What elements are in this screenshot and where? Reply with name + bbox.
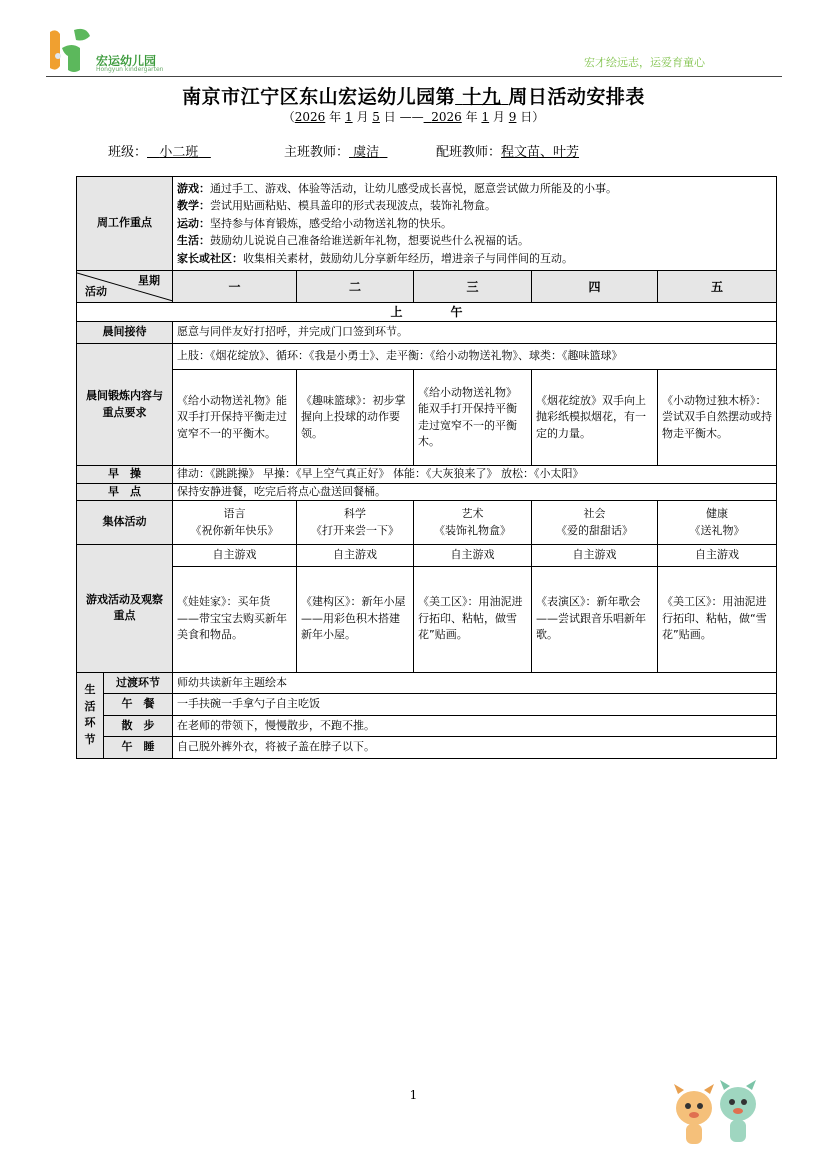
focus-item: 生活：鼓励幼儿说说自己准备给谁送新年礼物，想要说些什么祝福的话。 — [177, 234, 529, 248]
logo-subtext: Hongyun kindergarten — [96, 66, 164, 73]
life-transition-content: 师幼共读新年主题绘本 — [173, 672, 777, 694]
weekly-focus-label: 周工作重点 — [77, 177, 173, 271]
game-mode-friday: 自主游戏 — [658, 545, 777, 567]
life-nap-label: 午 睡 — [104, 737, 173, 759]
focus-item: 教学：尝试用贴画粘贴、模具盖印的形式表现波点，装饰礼物盒。 — [177, 199, 496, 213]
exercise-friday: 《小动物过独木桥》：尝试双手自然摆动或持物走平衡木。 — [658, 370, 777, 466]
page-header — [0, 0, 827, 80]
weekday-corner-cell — [77, 271, 173, 303]
morning-section-label: 上 午 — [77, 303, 777, 322]
weekday-tuesday: 二 — [297, 271, 414, 303]
exercise-monday: 《给小动物送礼物》能双手打开保持平衡走过宽窄不一的平衡木。 — [173, 370, 297, 466]
start-month: 1 — [344, 110, 353, 124]
exercise-summary: 上肢：《烟花绽放》、循环：《我是小勇士》、走平衡：《给小动物送礼物》、球类：《趣味篮球》 — [173, 344, 777, 370]
group-activity-friday: 健康 《送礼物》 — [658, 501, 777, 545]
lead-teacher-value: 虞洁 — [353, 145, 380, 160]
group-activity-label: 集体活动 — [77, 501, 173, 545]
game-activity-label: 游戏活动及观察重点 — [77, 545, 173, 673]
assistant-teacher-value: 程文苗、叶芳 — [501, 145, 580, 160]
exercise-tuesday: 《趣味篮球》：初步掌握向上投球的动作要领。 — [297, 370, 414, 466]
lead-teacher-info: 主班教师： 虞洁 — [284, 141, 387, 160]
end-year: 2026 — [431, 110, 462, 124]
life-row — [77, 672, 777, 694]
life-transition-label: 过渡环节 — [104, 672, 173, 694]
snack-row — [77, 483, 777, 501]
title-week-number: 十九 — [462, 86, 502, 108]
schedule-table — [76, 176, 777, 759]
morning-drill-content: 律动：《跳跳操》 早操：《早上空气真正好》 体能：《大灰狼来了》 放松：《小太阳》 — [173, 466, 777, 484]
life-lunch-content: 一手扶碗一手拿勺子自主吃饭 — [173, 694, 777, 716]
start-year: 2026 — [294, 110, 326, 124]
end-month: 1 — [481, 110, 490, 124]
logo-text: 宏运幼儿园 — [96, 54, 157, 68]
date-range: （2026 年 1 月 5 日 —— 2026 年 1 月 9 日） — [282, 110, 545, 124]
morning-drill-row — [77, 466, 777, 484]
page-number: 1 — [409, 1088, 418, 1102]
exercise-thursday: 《烟花绽放》双手向上抛彩纸模拟烟花，有一定的力量。 — [532, 370, 658, 466]
title-suffix: 周日活动安排表 — [508, 86, 645, 108]
class-value: 小二班 — [159, 145, 199, 160]
morning-section-row — [77, 303, 777, 322]
group-activity-row — [77, 501, 777, 545]
assistant-teacher-info: 配班教师：程文苗、叶芳 — [436, 145, 580, 160]
weekly-focus-row — [77, 177, 777, 271]
weekly-focus-content — [173, 177, 777, 271]
exercise-days-row — [77, 370, 777, 466]
game-focus-friday: 《美工区》：用油泥进行拓印、粘帖，做“雪花”贴画。 — [658, 566, 777, 672]
start-day: 5 — [372, 110, 380, 124]
title-prefix: 南京市江宁区东山宏运幼儿园第 — [182, 86, 456, 108]
game-focus-monday: 《娃娃家》：买年货——带宝宝去购买新年美食和物品。 — [173, 566, 297, 672]
game-focus-row — [77, 566, 777, 672]
life-row — [77, 715, 777, 737]
focus-item: 游戏：通过手工、游戏、体验等活动，让幼儿感受成长喜悦，愿意尝试做力所能及的小事。 — [177, 181, 617, 195]
snack-label: 早 点 — [77, 483, 173, 501]
page-title — [0, 82, 827, 109]
focus-item: 家长或社区：收集相关素材，鼓励幼儿分享新年经历，增进亲子与同伴间的互动。 — [177, 251, 573, 265]
group-activity-thursday: 社会 《爱的甜甜话》 — [532, 501, 658, 545]
game-focus-wednesday: 《美工区》：用油泥进行拓印、粘帖，做雪花”贴画。 — [414, 566, 532, 672]
weekday-thursday: 四 — [532, 271, 658, 303]
corner-activity-label: 活动 — [85, 284, 107, 298]
life-lunch-label: 午 餐 — [104, 694, 173, 716]
corner-week-label: 星期 — [138, 274, 160, 287]
class-info: 班级： 小二班 — [108, 141, 211, 160]
weekday-monday: 一 — [173, 271, 297, 303]
group-activity-tuesday: 科学 《打开来尝一下》 — [297, 501, 414, 545]
slogan: 宏才绘远志，运爱育童心 — [584, 56, 705, 69]
game-mode-thursday: 自主游戏 — [532, 545, 658, 567]
morning-drill-label: 早 操 — [77, 466, 173, 484]
end-day: 9 — [508, 110, 517, 124]
mascot-illustration — [668, 1078, 768, 1150]
focus-item: 运动：坚持参与体育锻炼，感受给小动物送礼物的快乐。 — [177, 216, 452, 230]
game-mode-row — [77, 545, 777, 567]
reception-label: 晨间接待 — [77, 322, 173, 344]
game-mode-wednesday: 自主游戏 — [414, 545, 532, 567]
life-walk-label: 散 步 — [104, 715, 173, 737]
reception-content: 愿意与同伴友好打招呼，并完成门口签到环节。 — [173, 322, 777, 344]
weekday-header-row — [77, 271, 777, 303]
group-activity-wednesday: 艺术 《装饰礼物盒》 — [414, 501, 532, 545]
snack-content: 保持安静进餐，吃完后将点心盘送回餐桶。 — [173, 483, 777, 501]
life-row — [77, 694, 777, 716]
group-activity-monday: 语言 《祝你新年快乐》 — [173, 501, 297, 545]
weekday-friday: 五 — [658, 271, 777, 303]
game-mode-tuesday: 自主游戏 — [297, 545, 414, 567]
life-walk-content: 在老师的带领下，慢慢散步，不跑不推。 — [173, 715, 777, 737]
game-focus-thursday: 《表演区》：新年歌会——尝试跟音乐唱新年歌。 — [532, 566, 658, 672]
reception-row — [77, 322, 777, 344]
weekday-wednesday: 三 — [414, 271, 532, 303]
exercise-summary-row — [77, 344, 777, 370]
game-mode-monday: 自主游戏 — [173, 545, 297, 567]
header-divider — [46, 76, 782, 77]
life-section-label: 生 活 环 节 — [77, 672, 104, 758]
game-focus-tuesday: 《建构区》：新年小屋——用彩色积木搭建新年小屋。 — [297, 566, 414, 672]
life-row — [77, 737, 777, 759]
exercise-wednesday: 《给小动物送礼物》能双手打开保持平衡走过宽窄不一的平衡木。 — [414, 370, 532, 466]
life-nap-content: 自己脱外裤外衣，将被子盖在脖子以下。 — [173, 737, 777, 759]
exercise-label: 晨间锻炼内容与重点要求 — [77, 344, 173, 466]
